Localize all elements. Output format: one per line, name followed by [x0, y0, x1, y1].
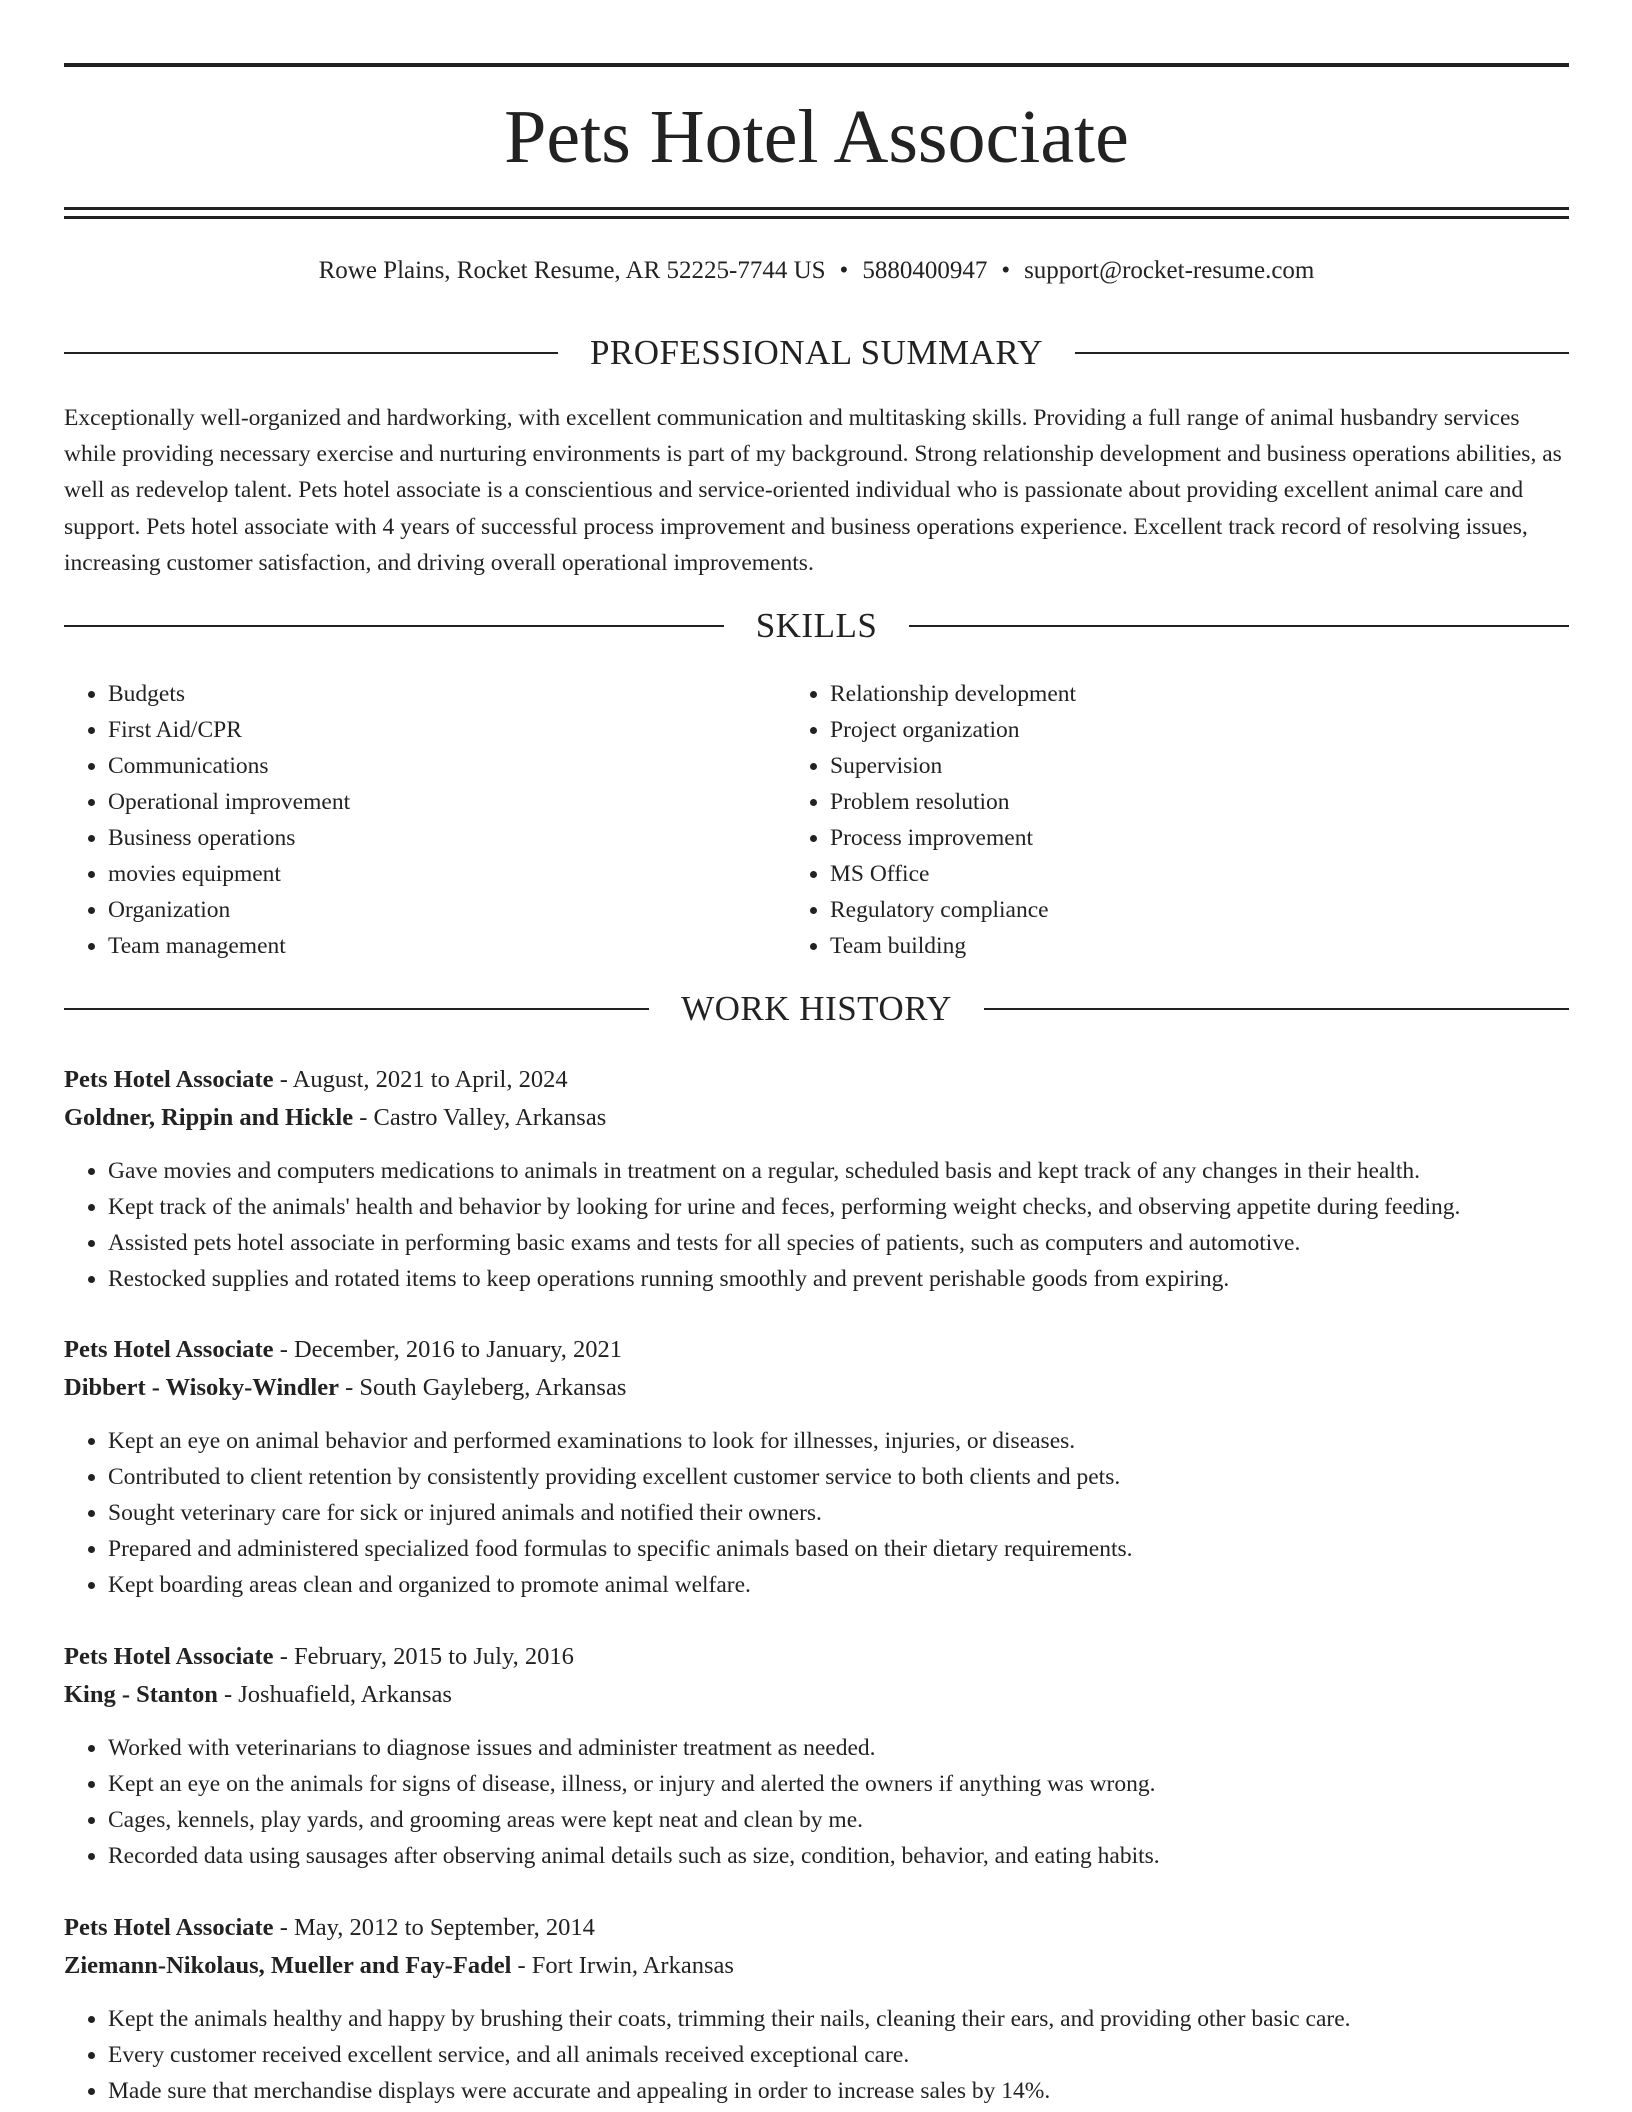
job-company-line — [64, 1947, 1569, 1985]
skill-item: • Supervision — [830, 748, 1530, 784]
job-bullets — [64, 2001, 1569, 2109]
job-location: - Fort Irwin, Arkansas — [511, 1952, 734, 1979]
skill-item: • Operational improvement — [108, 784, 808, 820]
section-title: SKILLS — [755, 606, 878, 645]
job-title-line — [64, 1331, 1569, 1369]
skill-item: • First Aid/CPR — [108, 712, 808, 748]
contact-address: Rowe Plains, Rocket Resume, AR 52225-7744 US — [318, 257, 826, 284]
job-bullet: • Prepared and administered specialized food formulas to specific animals based on their dietary requirements. — [108, 1531, 1569, 1567]
job-entry — [64, 1331, 1569, 1603]
header-top-rule — [64, 63, 1569, 67]
section-rule-right — [984, 1008, 1569, 1010]
job-bullet: • Contributed to client retention by consistently providing excellent customer service to both clients and pets. — [108, 1459, 1569, 1495]
skill-item: • Team building — [830, 928, 1530, 964]
job-company: King - Stanton — [64, 1681, 218, 1708]
job-dates: - December, 2016 to January, 2021 — [273, 1336, 623, 1363]
skill-item: • Process improvement — [830, 820, 1530, 856]
section-title: WORK HISTORY — [681, 989, 952, 1028]
job-title: Pets Hotel Associate — [64, 1914, 274, 1941]
header-double-rule-lower — [64, 216, 1569, 219]
skills-column-right — [808, 676, 1530, 964]
contact-line — [64, 253, 1569, 289]
contact-email: support@rocket-resume.com — [1024, 257, 1315, 284]
job-bullet: • Restocked supplies and rotated items to keep operations running smoothly and prevent perishable goods from expiring. — [108, 1261, 1569, 1297]
skills-list — [64, 676, 1569, 964]
job-dates: - May, 2012 to September, 2014 — [273, 1914, 595, 1941]
job-location: - South Gayleberg, Arkansas — [338, 1374, 627, 1401]
job-company-line — [64, 1676, 1569, 1714]
section-rule-right — [1075, 352, 1569, 354]
job-company: Goldner, Rippin and Hickle — [64, 1104, 354, 1131]
section-rule-left — [64, 352, 558, 354]
job-entry — [64, 1909, 1569, 2109]
contact-separator: • — [839, 257, 849, 284]
job-title: Pets Hotel Associate — [64, 1643, 274, 1670]
skill-item: • MS Office — [830, 856, 1530, 892]
job-bullet: • Kept an eye on the animals for signs of disease, illness, or injury and alerted the owners if anything was wrong. — [108, 1766, 1569, 1802]
job-bullet: • Kept the animals healthy and happy by brushing their coats, trimming their nails, cleaning their ears, and providing other basic care. — [108, 2001, 1569, 2037]
skill-item: • Regulatory compliance — [830, 892, 1530, 928]
skill-item: • Organization — [108, 892, 808, 928]
job-bullet: • Recorded data using sausages after observing animal details such as size, condition, behavior, and eating habits. — [108, 1838, 1569, 1874]
job-bullet: • Cages, kennels, play yards, and grooming areas were kept neat and clean by me. — [108, 1802, 1569, 1838]
skill-item: • Project organization — [830, 712, 1530, 748]
job-bullets — [64, 1423, 1569, 1603]
job-bullet: • Kept track of the animals' health and behavior by looking for urine and feces, performing weight checks, and observing appetite during feeding. — [108, 1189, 1569, 1225]
job-location: - Joshuafield, Arkansas — [217, 1681, 452, 1708]
job-bullet: • Kept boarding areas clean and organized to promote animal welfare. — [108, 1567, 1569, 1603]
skill-item: • Relationship development — [830, 676, 1530, 712]
job-company: Ziemann-Nikolaus, Mueller and Fay-Fadel — [64, 1952, 512, 1979]
job-company-line — [64, 1369, 1569, 1407]
skill-item: • Communications — [108, 748, 808, 784]
job-bullet: • Gave movies and computers medications to animals in treatment on a regular, scheduled basis and kept track of any changes in their health. — [108, 1153, 1569, 1189]
resume-title: Pets Hotel Associate — [504, 95, 1129, 179]
job-title-line — [64, 1909, 1569, 1947]
skill-item: • Problem resolution — [830, 784, 1530, 820]
job-bullets — [64, 1153, 1569, 1297]
job-title-line — [64, 1638, 1569, 1676]
section-header-summary — [64, 331, 1569, 375]
contact-phone: 5880400947 — [862, 257, 988, 284]
job-title: Pets Hotel Associate — [64, 1336, 274, 1363]
job-entry — [64, 1061, 1569, 1297]
job-bullet: • Assisted pets hotel associate in performing basic exams and tests for all species of patients, such as computers and automotive. — [108, 1225, 1569, 1261]
job-bullet: • Sought veterinary care for sick or injured animals and notified their owners. — [108, 1495, 1569, 1531]
header-double-rule-upper — [64, 207, 1569, 210]
job-title-line — [64, 1061, 1569, 1099]
skill-item: • Budgets — [108, 676, 808, 712]
job-title: Pets Hotel Associate — [64, 1066, 274, 1093]
professional-summary-text: Exceptionally well-organized and hardworking, with excellent communication and multitasking skills. Providing a full range of animal husbandry services while providing necessary exercise and nurturing environments is part of my background. Strong relationship development and business operations abilities, as well as redevelop talent. Pets hotel associate is a conscientious and service-oriented individual who is passionate about providing excellent animal care and support. Pets hotel associate with 4 years of successful process improvement and business operations experience. Excellent track record of resolving issues, increasing customer satisfaction, and driving overall operational improvements. — [64, 405, 1562, 576]
job-bullet: • Worked with veterinarians to diagnose issues and administer treatment as needed. — [108, 1730, 1569, 1766]
contact-separator: • — [1001, 257, 1011, 284]
job-company-line — [64, 1099, 1569, 1137]
job-bullet: • Made sure that merchandise displays were accurate and appealing in order to increase sales by 14%. — [108, 2073, 1569, 2109]
section-rule-left — [64, 1008, 649, 1010]
job-location: - Castro Valley, Arkansas — [353, 1104, 607, 1131]
section-rule-left — [64, 625, 724, 627]
job-bullets — [64, 1730, 1569, 1874]
skill-item: • movies equipment — [108, 856, 808, 892]
section-rule-right — [909, 625, 1569, 627]
section-header-skills — [64, 604, 1569, 648]
job-entry — [64, 1638, 1569, 1874]
skill-item: • Business operations — [108, 820, 808, 856]
section-title: PROFESSIONAL SUMMARY — [589, 333, 1044, 372]
job-company: Dibbert - Wisoky-Windler — [64, 1374, 339, 1401]
section-header-work-history — [64, 987, 1569, 1031]
job-bullet: • Kept an eye on animal behavior and performed examinations to look for illnesses, injuries, or diseases. — [108, 1423, 1569, 1459]
skills-column-left — [64, 676, 808, 964]
job-dates: - February, 2015 to July, 2016 — [273, 1643, 574, 1670]
job-bullet: • Every customer received excellent service, and all animals received exceptional care. — [108, 2037, 1569, 2073]
skill-item: • Team management — [108, 928, 808, 964]
job-dates: - August, 2021 to April, 2024 — [273, 1066, 568, 1093]
